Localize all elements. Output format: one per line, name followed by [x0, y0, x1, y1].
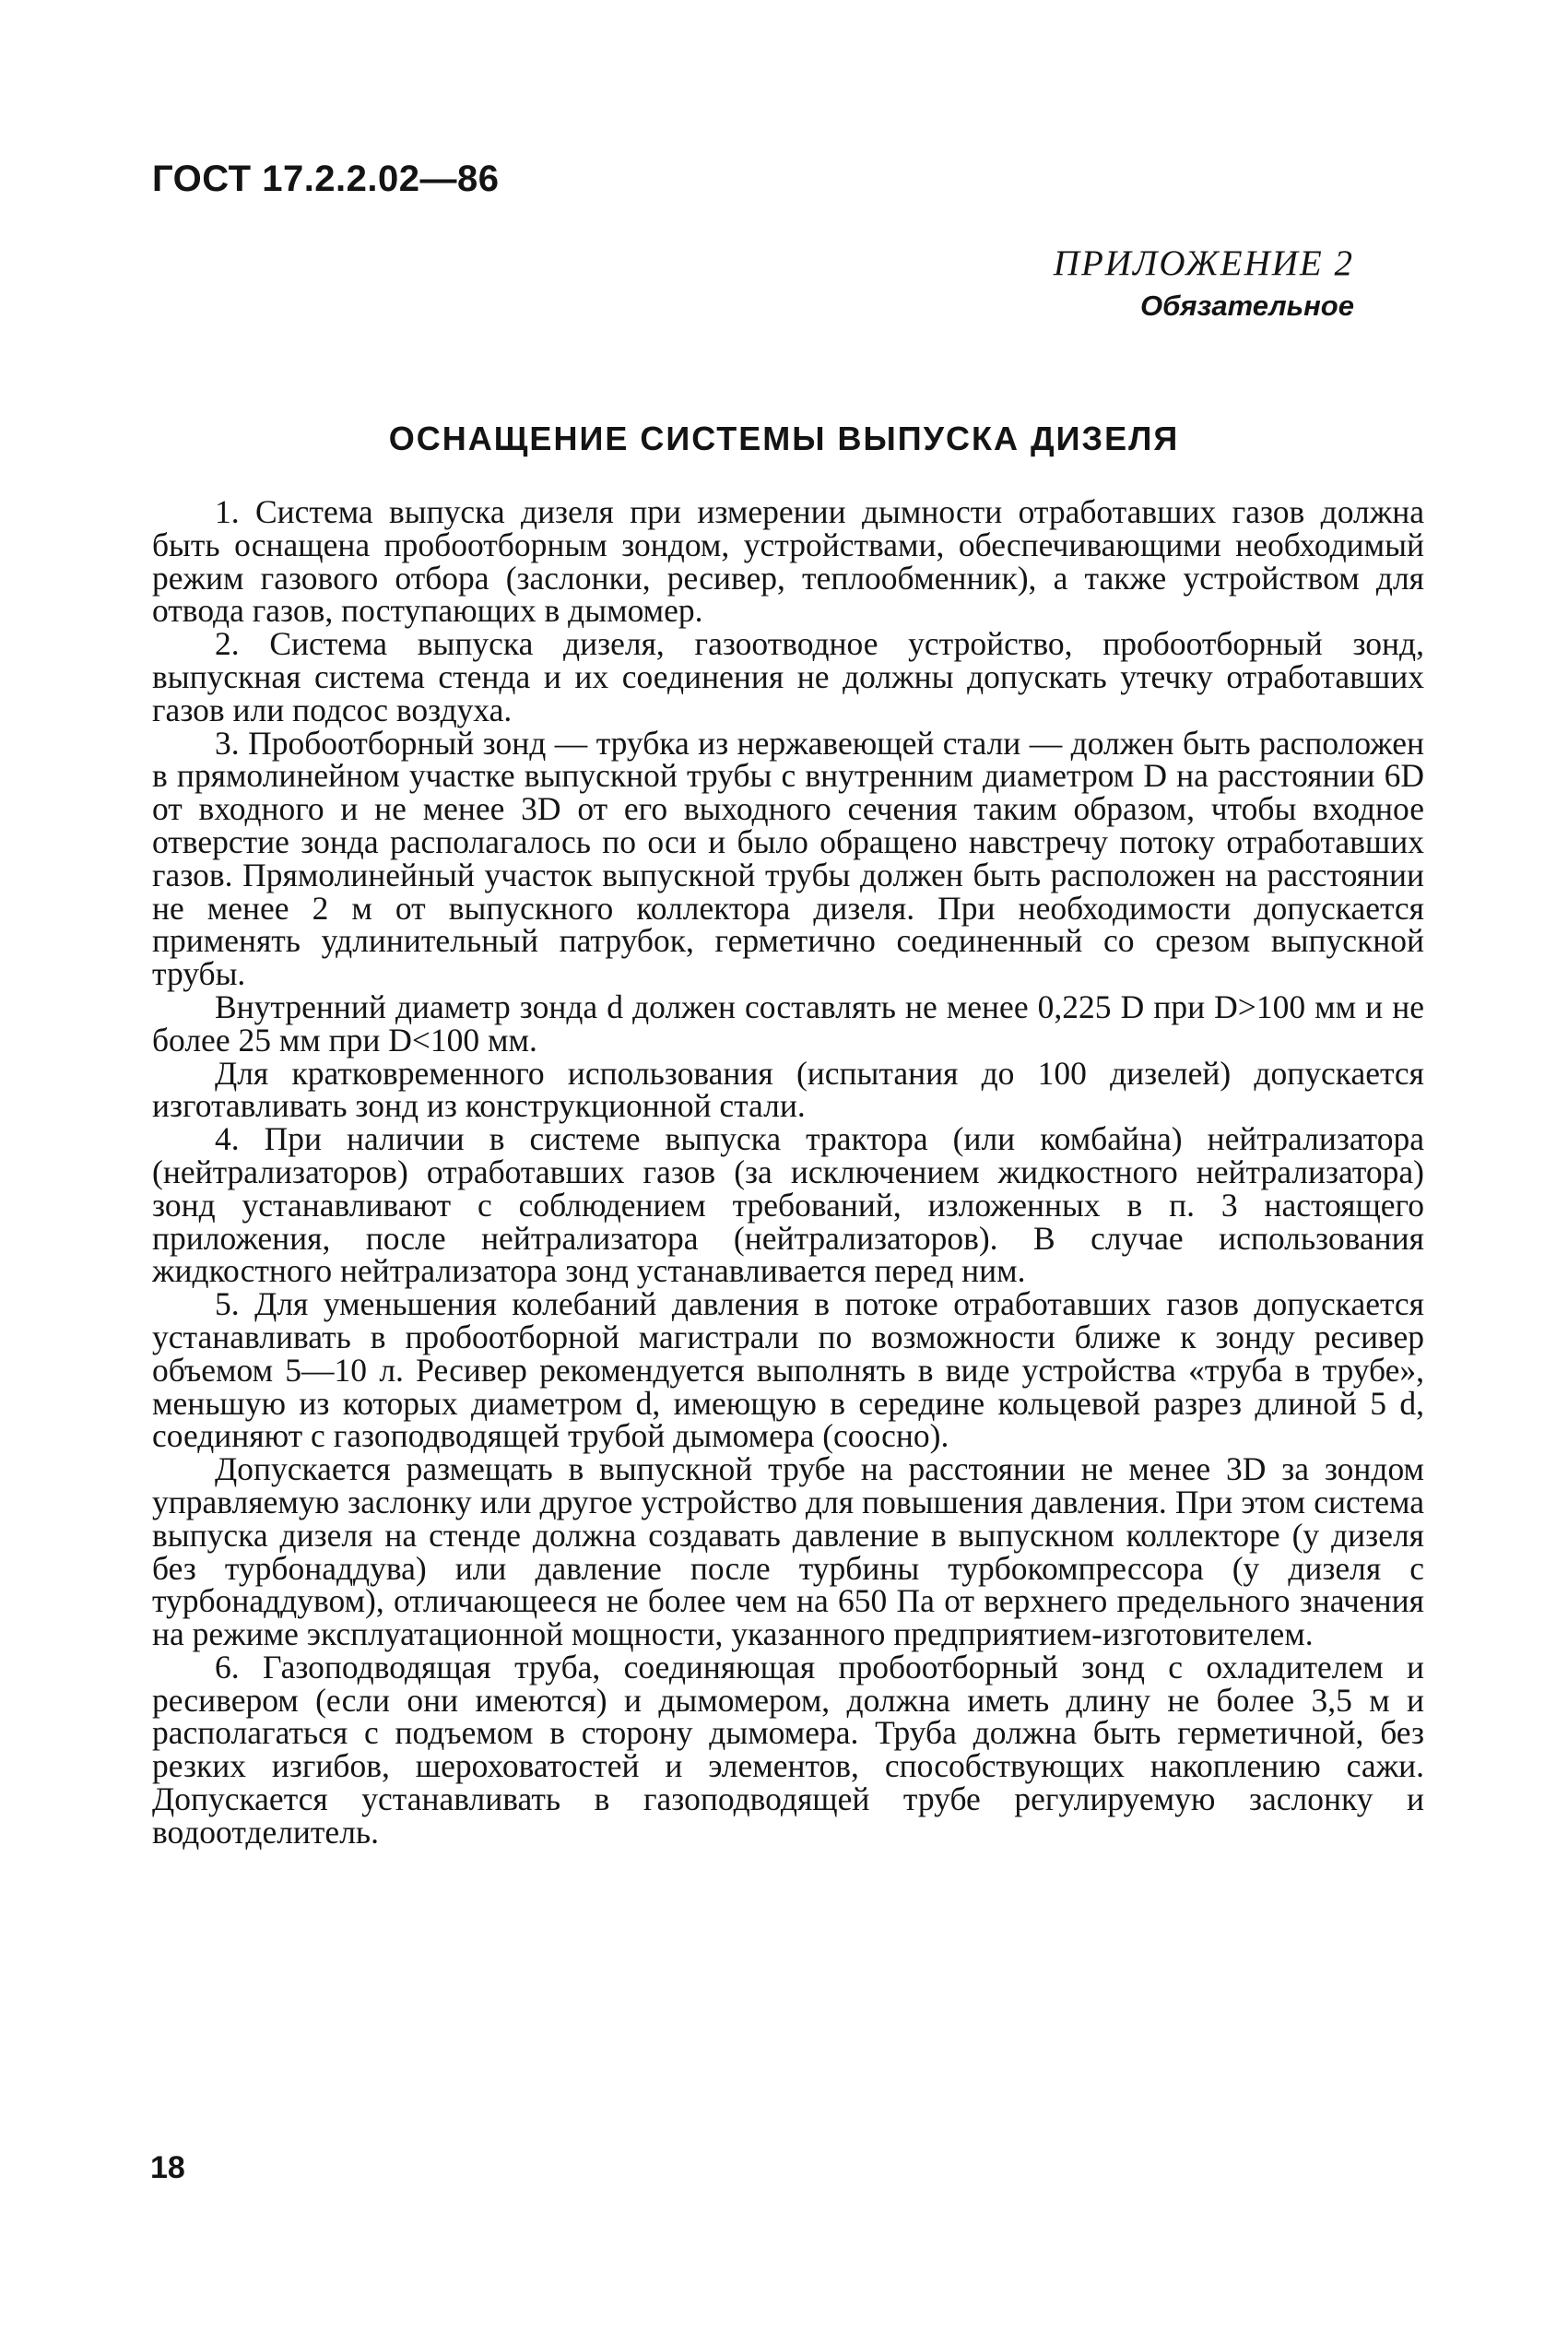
paragraph-3-probe-diameter: Внутренний диаметр зонда d должен составлять не менее 0,225 D при D>100 мм и не более 25 мм при D<100 мм. [152, 988, 1424, 1059]
paragraph-1: 1. Система выпуска дизеля при измерении дымности отработавших газов должна быть оснащена пробоотборным зондом, устройствами, обеспечивающими необходимый режим газового отбора (заслонки, ресивер, теплообменник), а также устройством для отвода газов, поступающих в дымомер. [152, 493, 1424, 630]
appendix-heading [1054, 242, 1354, 326]
document-body [152, 493, 1424, 1851]
paragraph-3-short-term-use: Для кратковременного использования (испытания до 100 дизелей) допускается изготавливать зонд из конструкционной стали. [152, 1054, 1424, 1125]
appendix-title: ПРИЛОЖЕНИЕ 2 [1053, 243, 1354, 283]
section-title: ОСНАЩЕНИЕ СИСТЕМЫ ВЫПУСКА ДИЗЕЛЯ [388, 420, 1180, 457]
paragraph-3: 3. Пробоотборный зонд — трубка из нержавеющей стали — должен быть расположен в прямолинейном участке выпускной трубы с внутренним диаметром D на расстоянии 6D от входного и не менее 3D от его выходного сечения таким образом, чтобы входное отверстие зонда располагалось по оси и было обращено навстречу потоку отработавших газов. Прямолинейный участок выпускной трубы должен быть расположен на расстоянии не менее 2 м от выпускного коллектора дизеля. При необходимости допускается применять удлинительный патрубок, герметично соединенный со срезом выпускной трубы. [152, 724, 1424, 993]
paragraph-5: 5. Для уменьшения колебаний давления в потоке отработавших газов допускается устанавливать в пробоотборной магистрали по возможности ближе к зонду ресивер объемом 5—10 л. Ресивер рекомендуется выполнять в виде устройства «труба в трубе», меньшую из которых диаметром d, имеющую в середине кольцевой разрез длиной 5 d, соединяют с газоподводящей трубой дымомера (соосно). [152, 1285, 1424, 1455]
paragraph-6: 6. Газоподводящая труба, соединяющая пробоотборный зонд с охладителем и ресивером (если они имеются) и дымомером, должна иметь длину не более 3,5 м и располагаться с подъемом в сторону дымомера. Труба должна быть герметичной, без резких изгибов, шероховатостей и элементов, способствующих накоплению сажи. Допускается устанавливать в газоподводящей трубе регулируемую заслонку и водоотделитель. [152, 1648, 1424, 1851]
document-code: ГОСТ 17.2.2.02—86 [152, 159, 500, 199]
paragraph-4: 4. При наличии в системе выпуска трактора (или комбайна) нейтрализатора (нейтрализаторов) отработавших газов (за исключением жидкостного нейтрализатора) зонд устанавливают с соблюдением требований, изложенных в п. 3 настоящего приложения, после нейтрализатора (нейтрализаторов). В случае использования жидкостного нейтрализатора зонд устанавливается перед ним. [152, 1120, 1424, 1290]
page-number: 18 [150, 2150, 185, 2185]
paragraph-2: 2. Система выпуска дизеля, газоотводное устройство, пробоотборный зонд, выпускная система стенда и их соединения не должны допускать утечку отработавших газов или подсос воздуха. [152, 625, 1424, 728]
appendix-status: Обязательное [1140, 290, 1354, 322]
paragraph-5-throttle: Допускается размещать в выпускной трубе на расстоянии не менее 3D за зондом управляемую заслонку или другое устройство для повышения давления. При этом система выпуска дизеля на стенде должна создавать давление в выпускном коллекторе (у дизеля без турбонаддува) или давление после турбины турбокомпрессора (у дизеля с турбонаддувом), отличающееся не более чем на 650 Па от верхнего предельного значения на режиме эксплуатационной мощности, указанного предприятием-изготовителем. [152, 1450, 1424, 1653]
